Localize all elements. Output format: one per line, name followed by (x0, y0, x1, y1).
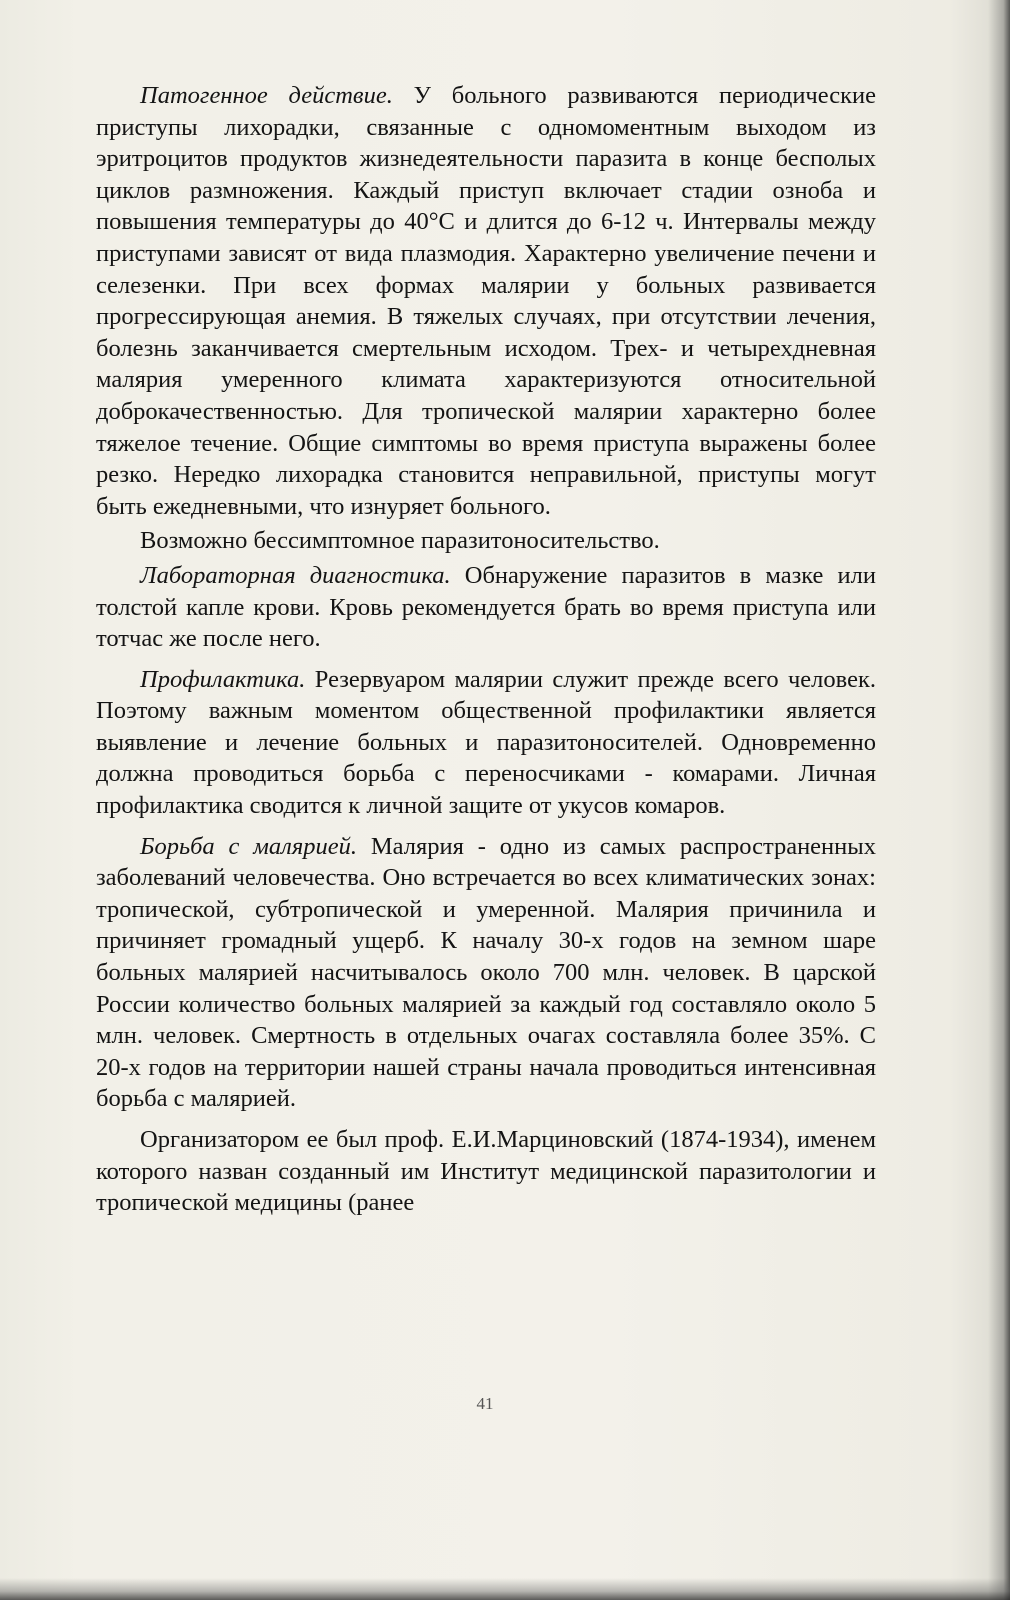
paragraph-lead-fight-against-malaria: Борьба с малярией. (140, 832, 358, 860)
paragraph-fight-against-malaria (96, 831, 876, 1115)
paragraph-pathogenic-action (96, 80, 876, 522)
paragraph-lead-laboratory-diagnostics: Лабораторная диагностика. (140, 561, 451, 589)
page-edge-shadow-right (988, 0, 1010, 1600)
paragraph-text-asymptomatic-carriage: Возможно бессимптомное паразитоносительство. (140, 527, 660, 555)
paragraph-lead-pathogenic-action: Патогенное действие. (140, 82, 393, 109)
paragraph-asymptomatic-carriage (96, 525, 876, 557)
paragraph-laboratory-diagnostics (96, 560, 876, 655)
page-number: 41 (476, 1394, 494, 1413)
paragraph-text-organizer: Организатором ее был проф. Е.И.Марциновский (1874-1934), именем которого назван созданный им Институт медицинской паразитологии и тропической медицины (ранее (96, 1126, 876, 1217)
paragraph-prophylaxis (96, 664, 876, 822)
paragraph-lead-prophylaxis: Профилактика. (140, 665, 306, 693)
paragraph-text-laboratory-diagnostics: Обнаружение паразитов в мазке или толстой капле крови. Кровь рекомендуется брать во время приступа или тотчас же после него. (96, 561, 877, 653)
paragraph-organizer (96, 1124, 876, 1219)
paragraph-text-prophylaxis: Резервуаром малярии служит прежде всего человек. Поэтому важным моментом общественной профилактики является выявление и лечение больных и паразитоносителей. Одновременно должна проводиться борьба с переносчиками - комарами. Личная профилактика сводится к личной защите от укусов комаров. (96, 665, 876, 820)
paragraph-text-fight-against-malaria: Малярия - одно из самых распространенных заболеваний человечества. Оно встречается во всех климатических зонах: тропической, субтропической и умеренной. Малярия причинила и причиняет громадный ущерб. К началу 30-х годов на земном шаре больных малярией насчитывалось около 700 млн. человек. В царской России количество больных малярией за каждый год составляло около 5 млн. человек. Смертность в отдельных очагах составляла более 35%. С 20-х годов на территории нашей страны начала проводиться интенсивная борьба с малярией. (96, 832, 876, 1113)
page-body-text (96, 80, 876, 1219)
page-edge-shadow-bottom (0, 1578, 1010, 1600)
paragraph-text-pathogenic-action: У больного развиваются периодические приступы лихорадки, связанные с одномоментным выходом из эритроцитов продуктов жизнедеятельности паразита в конце бесполых циклов размножения. Каждый приступ включает стадии озноба и повышения температуры до 40°С и длится до 6-12 ч. Интервалы между приступами зависят от вида плазмодия. Характерно увеличение печени и селезенки. При всех формах малярии у больных развивается прогрессирующая анемия. В тяжелых случаях, при отсутствии лечения, болезнь заканчивается смертельным исходом. Трех- и четырехдневная малярия умеренного климата характеризуются относительной доброкачественностью. Для тропической малярии характерно более тяжелое течение. Общие симптомы во время приступа выражены более резко. Нередко лихорадка становится неправильной, приступы могут быть ежедневными, что изнуряет больного. (96, 82, 876, 520)
